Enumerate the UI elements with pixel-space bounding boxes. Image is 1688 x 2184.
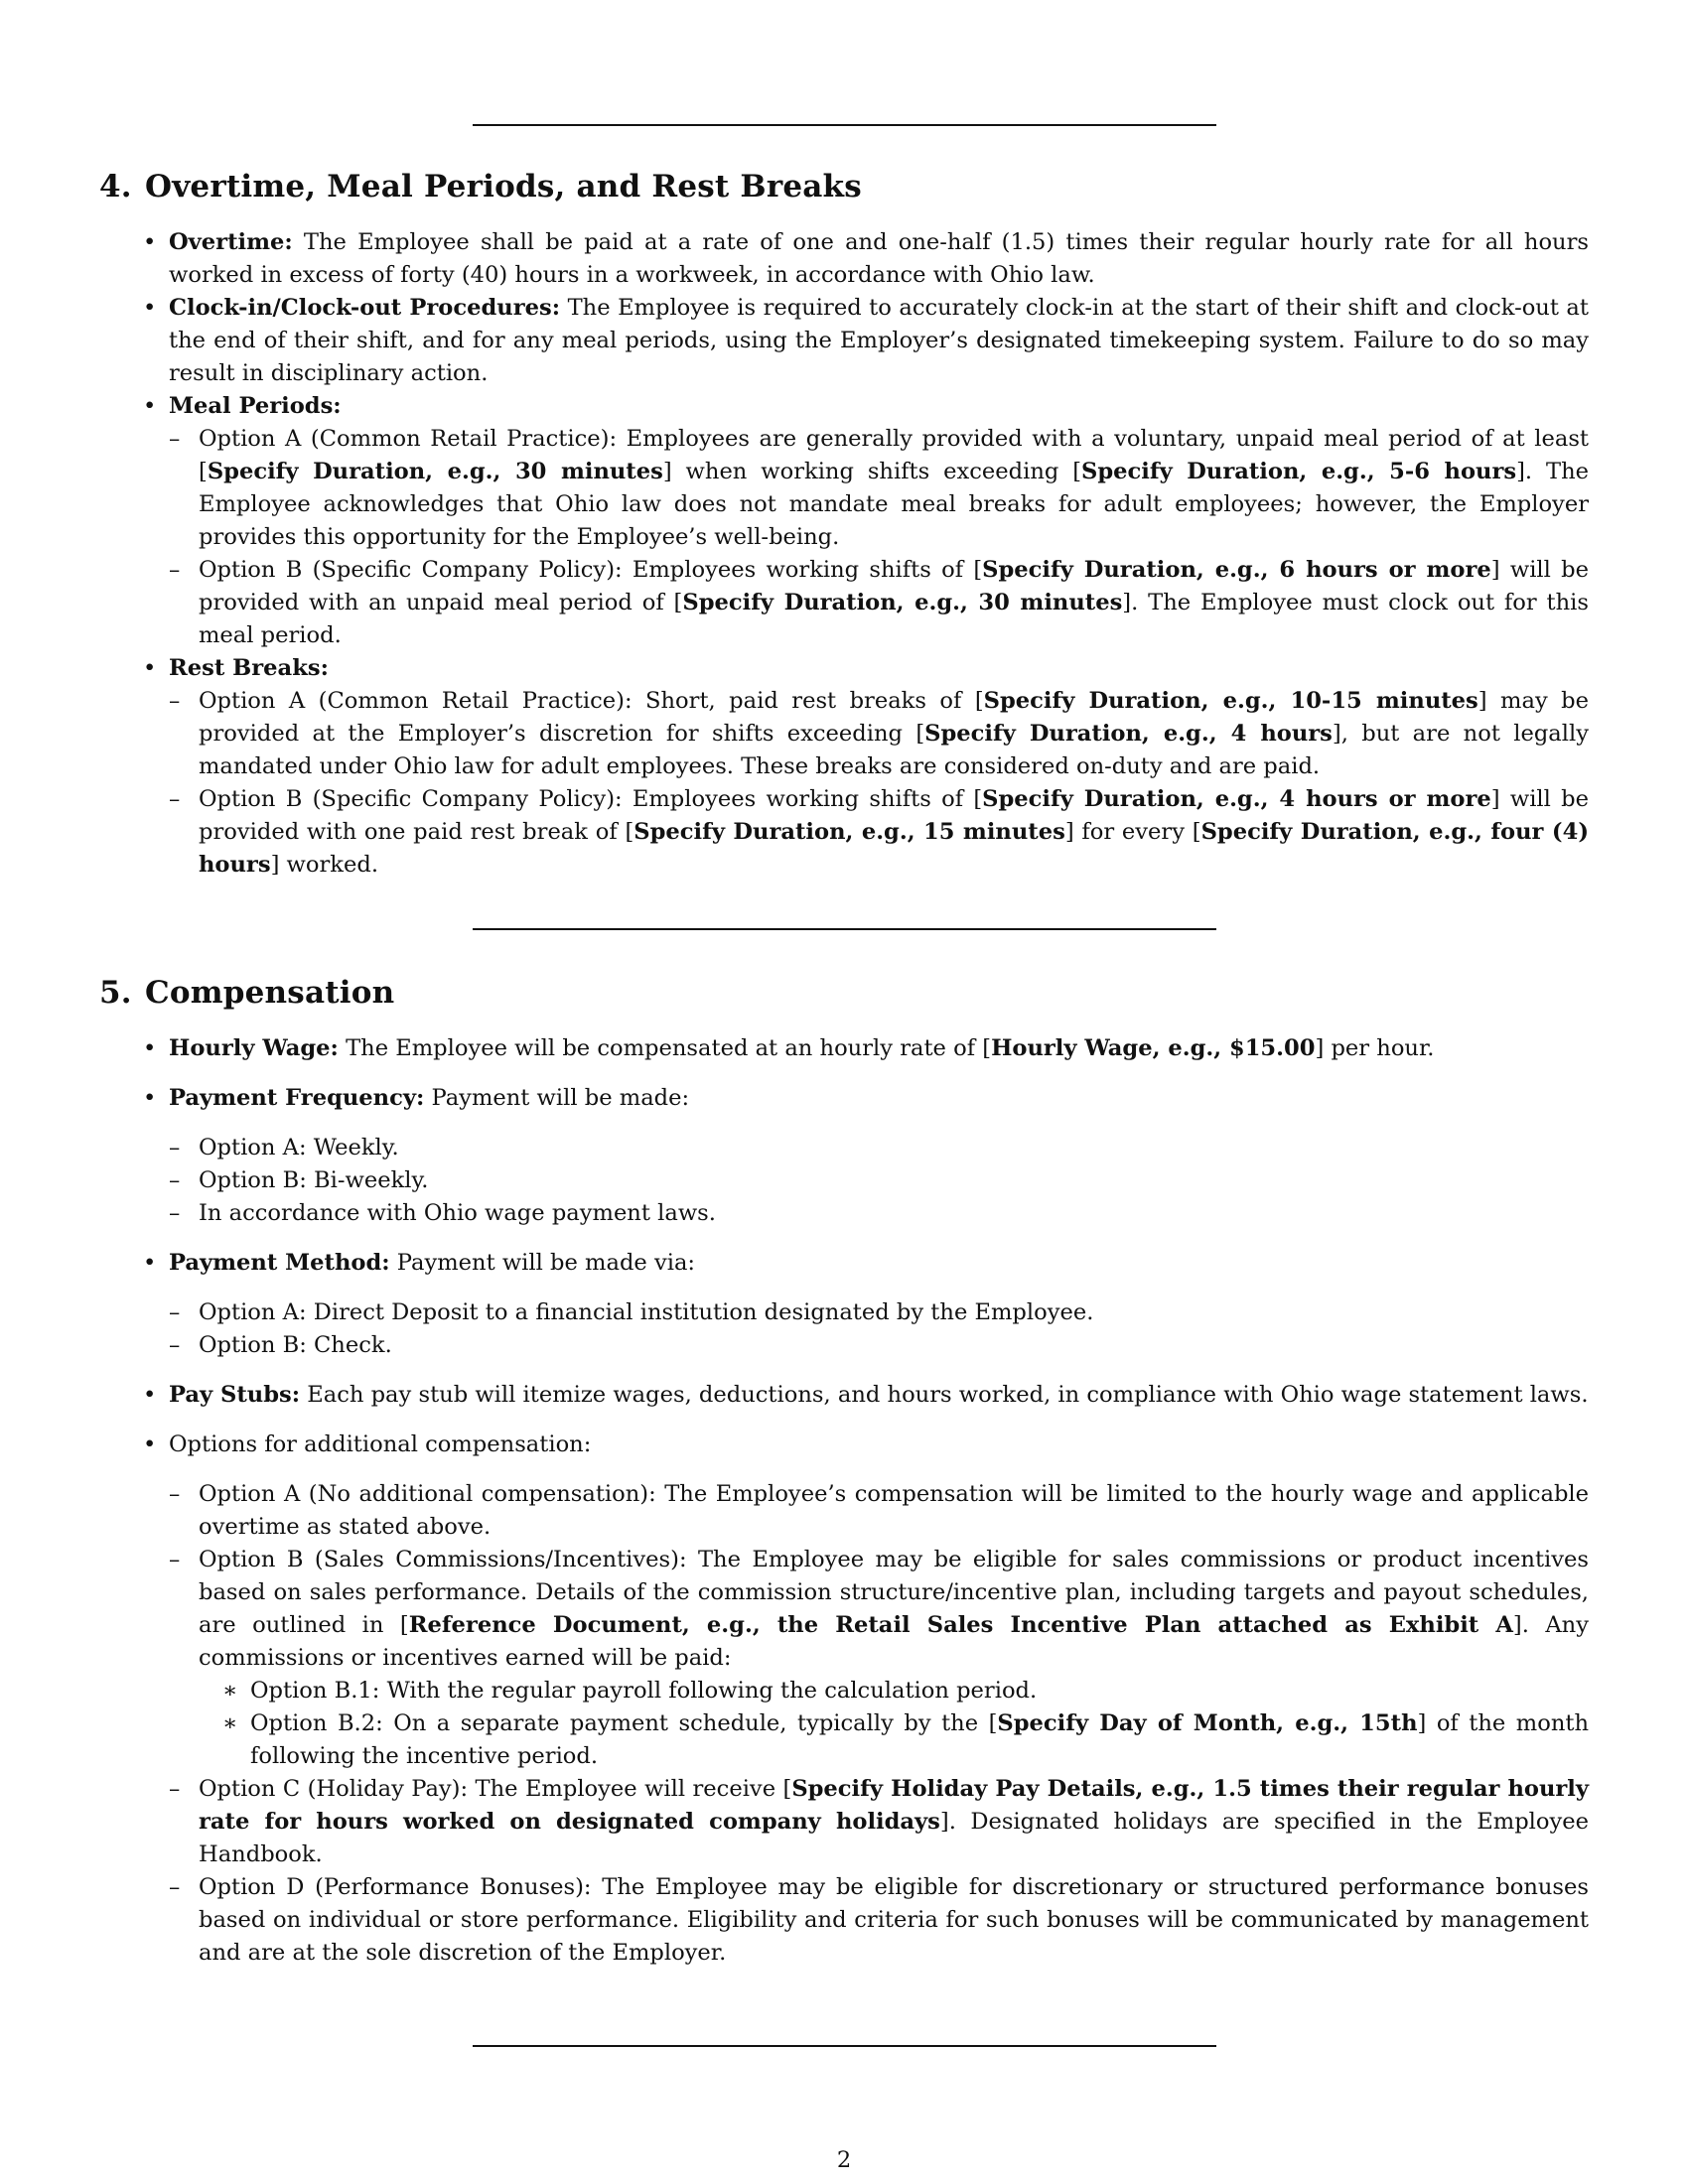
spacer: [139, 1461, 1589, 1478]
text: ] of the month following the incentive period.: [250, 1710, 1589, 1769]
section-4-body: [139, 226, 1589, 882]
text: ] worked.: [270, 852, 379, 878]
text: ]. The Employee acknowledges that Ohio law does not mandate meal breaks for adult employees; however, the Employer provides this opportunity for the Employee’s well-being.: [199, 459, 1589, 550]
section-5-heading: [99, 975, 394, 1011]
item-label: Overtime:: [169, 229, 293, 255]
frequency-option: – Option B: Bi-weekly.: [109, 1164, 1589, 1197]
compensation-option-c: [109, 1773, 1589, 1871]
placeholder-text: Hourly Wage, e.g., $15.00: [991, 1035, 1316, 1061]
text: Option B (Specific Company Policy): Employees working shifts of [: [199, 557, 983, 583]
placeholder-text: Reference Document, e.g., the Retail Sales Incentive Plan attached as Exhibit A: [408, 1612, 1513, 1638]
placeholder-text: Specify Duration, e.g., 4 hours: [924, 721, 1333, 747]
text: ]. The Employee must clock out for this meal period.: [199, 590, 1590, 648]
item-label: Clock-in/Clock-out Procedures:: [169, 295, 561, 321]
spacer: [139, 1230, 1589, 1247]
placeholder-text: Specify Holiday Pay Details, e.g., 1.5 times their regular hourly rate for hours worked on designated company holidays: [199, 1776, 1590, 1835]
placeholder-text: Specify Duration, e.g., 15 minutes: [633, 819, 1065, 845]
spacer: [139, 1362, 1589, 1379]
text: ] may be provided at the Employer’s discretion for shifts exceeding [: [199, 688, 1590, 747]
item-text: Payment will be made:: [424, 1085, 690, 1111]
section-title: Compensation: [145, 975, 395, 1011]
item-text: The Employee shall be paid at a rate of one and one-half (1.5) times their regular hourly rate for all hours worked in excess of forty (40) hours in a workweek, in accordance with Ohio law.: [169, 229, 1589, 288]
item-label: Payment Frequency:: [169, 1085, 425, 1111]
text: The Employee will be compensated at an hourly rate of [: [338, 1035, 992, 1061]
rest-breaks-item: [139, 652, 1589, 685]
payment-frequency-item: [139, 1082, 1589, 1115]
item-label: Meal Periods:: [169, 393, 342, 419]
horizontal-rule: [473, 928, 1216, 930]
pay-stubs-item: [139, 1379, 1589, 1412]
placeholder-text: Specify Duration, e.g., four (4) hours: [199, 819, 1590, 878]
placeholder-text: Specify Duration, e.g., 30 minutes: [682, 590, 1123, 615]
text: ] will be provided with one paid rest break of [: [199, 786, 1589, 845]
text: Option C (Holiday Pay): The Employee will receive [: [199, 1776, 792, 1802]
text: ] will be provided with an unpaid meal period of [: [199, 557, 1589, 615]
hourly-wage-item: [139, 1032, 1589, 1065]
spacer: [139, 1412, 1589, 1429]
meal-option-a: [109, 423, 1589, 554]
rest-option-b: [109, 783, 1589, 882]
horizontal-rule: [473, 2045, 1216, 2047]
page-number: 2: [836, 2147, 852, 2173]
compensation-option-b: [109, 1544, 1589, 1675]
placeholder-text: Specify Duration, e.g., 30 minutes: [207, 459, 663, 484]
section-4-heading: [99, 169, 862, 205]
item-label: Payment Method:: [169, 1250, 390, 1276]
spacer: [139, 1065, 1589, 1082]
horizontal-rule: [473, 124, 1216, 126]
overtime-item: [139, 226, 1589, 292]
text: Option A (Common Retail Practice): Employees are generally provided with a voluntary, unpaid meal period of at least [: [199, 426, 1589, 484]
item-text: Each pay stub will itemize wages, deductions, and hours worked, in compliance with Ohio wage statement laws.: [300, 1382, 1589, 1408]
text: ]. Designated holidays are specified in the Employee Handbook.: [199, 1809, 1589, 1867]
text: Option A (Common Retail Practice): Short, paid rest breaks of [: [199, 688, 984, 714]
item-label: Rest Breaks:: [169, 655, 329, 681]
placeholder-text: Specify Duration, e.g., 5-6 hours: [1081, 459, 1517, 484]
text: ], but are not legally mandated under Ohio law for adult employees. These breaks are considered on-duty and are paid.: [199, 721, 1589, 779]
spacer: [139, 1115, 1589, 1132]
item-text: Payment will be made via:: [389, 1250, 696, 1276]
section-number: 4.: [99, 169, 132, 205]
text: ] when working shifts exceeding [: [662, 459, 1082, 484]
section-5-body: [139, 1032, 1589, 1970]
method-option: – Option B: Check.: [109, 1329, 1589, 1362]
section-number: 5.: [99, 975, 132, 1011]
text: Option B.2: On a separate payment schedule, typically by the [: [250, 1710, 998, 1736]
section-title: Overtime, Meal Periods, and Rest Breaks: [145, 169, 862, 205]
placeholder-text: Specify Duration, e.g., 4 hours or more: [982, 786, 1491, 812]
text: Option B (Specific Company Policy): Employees working shifts of [: [199, 786, 983, 812]
option-b1: ∗ Option B.1: With the regular payroll following the calculation period.: [109, 1675, 1589, 1707]
spacer: [139, 1280, 1589, 1297]
rest-option-a: [109, 685, 1589, 783]
text: ] for every [: [1064, 819, 1201, 845]
placeholder-text: Specify Duration, e.g., 10-15 minutes: [983, 688, 1478, 714]
meal-periods-item: [139, 390, 1589, 423]
text: Option B (Sales Commissions/Incentives): The Employee may be eligible for sales commissions or product incentives based on sales performance. Details of the commission structure/incentive plan, including targets and payout schedules, are outlined in [: [199, 1547, 1589, 1638]
method-option: – Option A: Direct Deposit to a financial institution designated by the Employee.: [109, 1297, 1589, 1329]
option-b2: [109, 1707, 1589, 1773]
item-label: Pay Stubs:: [169, 1382, 301, 1408]
frequency-option: – In accordance with Ohio wage payment laws.: [109, 1197, 1589, 1230]
placeholder-text: Specify Duration, e.g., 6 hours or more: [982, 557, 1491, 583]
item-text: The Employee is required to accurately clock-in at the start of their shift and clock-out at the end of their shift, and for any meal periods, using the Employer’s designated timekeeping system. Failure to do so may result in disciplinary action.: [169, 295, 1589, 386]
compensation-option-d: – Option D (Performance Bonuses): The Employee may be eligible for discretionary or structured performance bonuses based on individual or store performance. Eligibility and criteria for such bonuses will be communicated by management and are at the sole discretion of the Employer.: [109, 1871, 1589, 1970]
text: ] per hour.: [1315, 1035, 1435, 1061]
text: ]. Any commissions or incentives earned will be paid:: [199, 1612, 1589, 1671]
placeholder-text: Specify Day of Month, e.g., 15th: [997, 1710, 1418, 1736]
frequency-option: – Option A: Weekly.: [109, 1132, 1589, 1164]
meal-option-b: [109, 554, 1589, 652]
compensation-option-a: – Option A (No additional compensation): The Employee’s compensation will be limited to the hourly wage and applicable overtime as stated above.: [109, 1478, 1589, 1544]
additional-compensation-item: • Options for additional compensation:: [139, 1429, 1589, 1461]
payment-method-item: [139, 1247, 1589, 1280]
clock-procedures-item: [139, 292, 1589, 390]
item-label: Hourly Wage:: [169, 1035, 339, 1061]
